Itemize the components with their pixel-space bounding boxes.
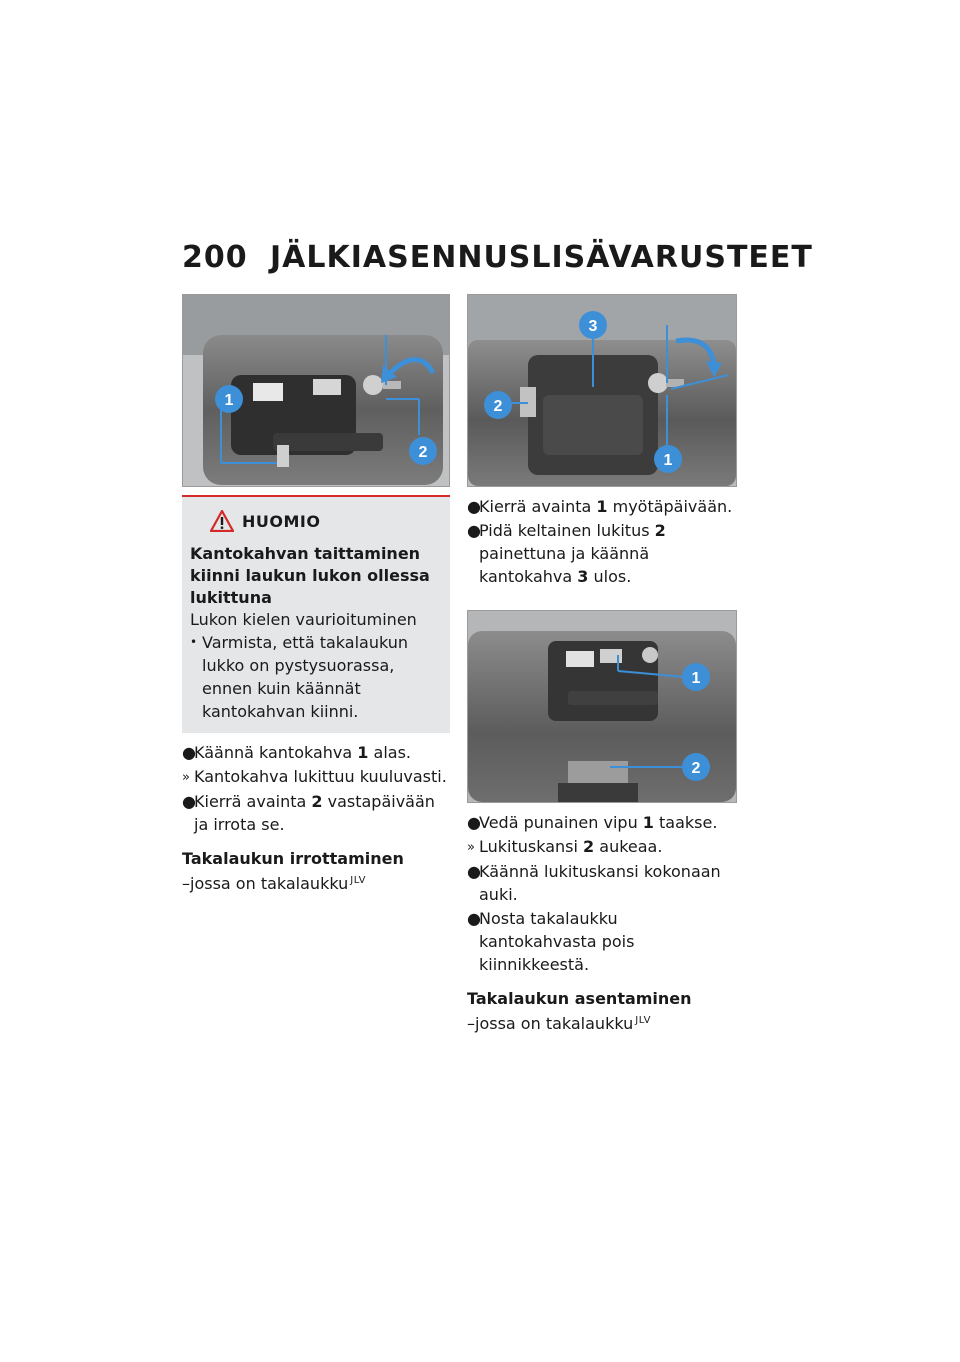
- fig1-label-1: 1: [224, 392, 234, 409]
- step-number: 3: [577, 567, 589, 586]
- list-item: [182, 765, 450, 789]
- step-text: myötäpäivään.: [607, 497, 733, 516]
- step-text: Käännä kantokahva: [194, 743, 358, 762]
- page-header: [182, 240, 813, 280]
- figure-release-lever: [467, 610, 737, 803]
- step-text: Kierrä avainta: [479, 497, 597, 516]
- step-text: aukeaa.: [594, 837, 663, 856]
- notice-bullet: [190, 631, 442, 723]
- notice-cause: Lukon kielen vaurioituminen: [190, 610, 417, 629]
- fig2-label-1: 1: [663, 452, 673, 469]
- notice-title: HUOMIO: [242, 511, 321, 531]
- step-text: ulos.: [588, 567, 632, 586]
- step-text: Lukituskansi: [479, 837, 584, 856]
- section-sub-text: –jossa on takalaukku: [467, 1014, 634, 1033]
- list-item: [182, 790, 450, 836]
- list-item: [467, 907, 737, 976]
- section-title-install: Takalaukun asentaminen: [467, 989, 692, 1008]
- step-text: vastapäivään ja irrota se.: [194, 792, 435, 834]
- list-item: [467, 860, 737, 906]
- warning-triangle-icon: [210, 510, 234, 532]
- notice-box: [182, 495, 450, 733]
- step-text: Pidä keltainen lukitus: [479, 521, 655, 540]
- left-steps-list: [182, 741, 450, 836]
- step-text: alas.: [368, 743, 411, 762]
- step-number: 2: [654, 521, 666, 540]
- step-text: taakse.: [653, 813, 718, 832]
- right-column: [467, 294, 737, 1035]
- bullet-dot-icon: •: [190, 635, 198, 649]
- notice-bullet-text: Varmista, että takalaukun lukko on pystysuorassa, ennen kuin käännät kantokahvan kiinni.: [202, 633, 409, 721]
- step-marker: ●: [467, 813, 481, 832]
- fig1-label-2: 2: [418, 444, 428, 461]
- step-text: Kierrä avainta: [194, 792, 312, 811]
- step-number: 2: [583, 837, 595, 856]
- figure-handle-lock: [182, 294, 450, 487]
- result-marker: »: [182, 770, 190, 785]
- section-sup: JLV: [635, 1015, 652, 1026]
- step-number: 2: [311, 792, 323, 811]
- step-marker: ●: [182, 743, 196, 762]
- result-marker: »: [467, 840, 475, 855]
- fig2-label-3: 3: [588, 318, 598, 335]
- list-item: [467, 495, 737, 518]
- notice-header: [210, 507, 442, 535]
- list-item: [467, 519, 737, 588]
- step-marker: ●: [467, 497, 481, 516]
- step-marker: ●: [467, 521, 481, 540]
- fig2-label-2: 2: [493, 398, 503, 415]
- step-text: Kantokahva lukittuu kuuluvasti.: [194, 767, 447, 786]
- list-item: [182, 741, 450, 764]
- step-text: painettuna ja käännä kantokahva: [479, 544, 650, 586]
- section-sub-install: [467, 1010, 737, 1035]
- figure-key-rotation: [467, 294, 737, 487]
- step-marker: ●: [182, 792, 196, 811]
- step-marker: ●: [467, 862, 481, 881]
- fig3-label-2: 2: [691, 760, 701, 777]
- list-item: [467, 811, 737, 834]
- list-item: [467, 835, 737, 859]
- step-text: Käännä lukituskansi kokonaan auki.: [479, 862, 721, 904]
- step-text: Nosta takalaukku kantokahvasta pois kiinnikkeestä.: [479, 909, 635, 974]
- fig3-label-1: 1: [691, 670, 701, 687]
- chapter-title: JÄLKIASENNUSLISÄVARUSTEET: [270, 240, 813, 275]
- section-sub-text: –jossa on takalaukku: [182, 874, 349, 893]
- page-number: 200: [182, 240, 248, 275]
- right-steps-list-b: [467, 811, 737, 976]
- step-number: 1: [596, 497, 608, 516]
- section-title-remove: Takalaukun irrottaminen: [182, 849, 404, 868]
- section-sub-remove: [182, 870, 450, 895]
- step-marker: ●: [467, 909, 481, 928]
- step-number: 1: [357, 743, 369, 762]
- step-number: 1: [642, 813, 654, 832]
- notice-subtitle: Kantokahvan taittaminen kiinni laukun lukon ollessa lukittuna: [190, 544, 430, 607]
- step-text: Vedä punainen vipu: [479, 813, 643, 832]
- section-sup: JLV: [350, 875, 367, 886]
- right-steps-list-a: [467, 495, 737, 588]
- left-column: [182, 294, 450, 895]
